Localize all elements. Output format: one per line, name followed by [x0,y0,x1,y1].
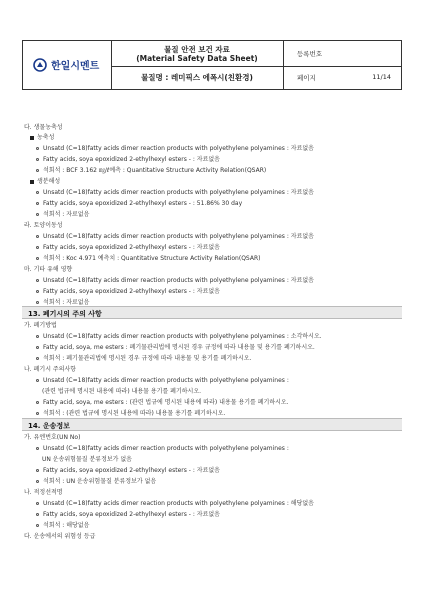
line-text: Unsatd (C=18)fatty acids dimer reaction products with polyethylene polyamines : 자료없음 [43,145,314,152]
text-line [36,500,314,508]
line-text: Unsatd (C=18)fatty acids dimer reaction products with polyethylene polyamines : [43,377,289,384]
line-text: 석회석 : 폐기물관리법에 명시된 경우 규정에 따라 내용물 및 용기를 폐기하시오. [43,355,252,362]
circle-bullet-icon [36,412,39,415]
text-line [36,156,220,164]
page-number: 11/14 [372,73,391,81]
circle-bullet-icon [36,502,39,505]
subsection-heading [24,434,80,442]
text-line [36,410,225,418]
text-line [36,344,315,352]
text-line [36,399,289,407]
company-logo [23,41,112,89]
text-line [36,145,314,153]
title-korean: 물질 안전 보건 자료 [164,45,230,54]
line-text: Unsatd (C=18)fatty acids dimer reaction products with polyethylene polyamines : 자료없음 [43,233,314,240]
circle-bullet-icon [36,401,39,404]
text-line [36,377,289,385]
line-text: Unsatd (C=18)fatty acids dimer reaction products with polyethylene polyamines : 자료없음 [43,189,314,196]
line-text: 석회석 : 자료없음 [43,299,90,306]
text-line [36,211,89,219]
line-text: 라. 토양이동성 [24,222,63,229]
page-label: 페이지 [297,74,316,82]
text-line [36,288,220,296]
title-english: (Material Safety Data Sheet) [136,54,258,63]
text-line [36,167,266,175]
text-line [36,333,322,341]
circle-bullet-icon [36,169,39,172]
line-text: (관련 법규에 명시된 내용에 따라) 내용물 용기를 폐기하시오. [42,388,202,395]
circle-bullet-icon [36,379,39,382]
circle-bullet-icon [36,147,39,150]
circle-bullet-icon [36,158,39,161]
section-heading [22,418,402,431]
circle-bullet-icon [36,191,39,194]
circle-bullet-icon [36,524,39,527]
subsection-heading [24,322,57,330]
circle-bullet-icon [36,246,39,249]
line-text: Unsatd (C=18)fatty acids dimer reaction products with polyethylene polyamines : 자료없음 [43,277,314,284]
line-text: 석회석 : (관련 법규에 명시된 내용에 따라) 내용물 용기를 폐기하시오. [43,410,226,417]
square-bullet-icon [30,136,34,140]
line-text: Fatty acids, soya epoxidized 2-ethylhexyl esters - : 51.86% 30 day [43,200,243,207]
line-text: 가. 유엔번호(UN No) [24,434,81,441]
header-info-block [283,41,401,89]
product-name: 물질명 : 레미픽스 에폭시(친환경) [141,73,253,82]
section-title: 13. 폐기시의 주의 사항 [28,310,102,318]
line-text: 농축성 [37,134,55,141]
circle-bullet-icon [36,202,39,205]
company-logo-icon [33,58,47,72]
section-title: 14. 운송정보 [28,422,70,430]
line-text: Unsatd (C=18)fatty acids dimer reaction products with polyethylene polyamines : 해당없음 [43,500,314,507]
text-line [30,178,60,186]
text-line [36,511,220,519]
circle-bullet-icon [36,469,39,472]
subsection-heading [24,266,72,274]
line-text: 마. 기타 유해 영향 [24,266,73,273]
text-line [42,456,132,464]
circle-bullet-icon [36,447,39,450]
line-text: Fatty acid, soya, me esters : (관련 법규에 명시된 내용에 따라) 내용물 용기를 폐기하시오. [43,399,289,406]
line-text: 가. 폐기방법 [24,322,57,329]
line-text: Fatty acids, soya epoxidized 2-ethylhexyl esters - : 자료없음 [43,467,220,474]
subsection-heading [24,366,76,374]
text-line [30,134,54,142]
text-line [36,233,314,241]
registration-number-label: 등록번호 [297,50,323,58]
text-line [36,467,220,475]
line-text: Fatty acids, soya epoxidized 2-ethylhexyl esters - : 자료없음 [43,511,220,518]
company-name: 한일시멘트 [51,61,100,72]
line-text: 나. 적정선적명 [24,489,63,496]
circle-bullet-icon [36,335,39,338]
line-text: Fatty acids, soya epoxidized 2-ethylhexyl esters - : 자료없음 [43,244,220,251]
text-line [36,189,314,197]
circle-bullet-icon [36,257,39,260]
subsection-heading [24,489,63,497]
line-text: 다. 운송에서의 위험성 등급 [24,533,96,540]
line-text: Fatty acid, soya, me esters : 폐기물관리법에 명시된 경우 규정에 따라 내용물 및 용기를 폐기하시오. [43,344,315,351]
text-line [36,445,289,453]
circle-bullet-icon [36,279,39,282]
line-text: 석회석 : BCF 3.162 ㎎/ℓ예측 : Quantitative Structure Activity Relation(QSAR) [43,167,267,174]
line-text: Unsatd (C=18)fatty acids dimer reaction products with polyethylene polyamines : 소각하시오. [43,333,322,340]
text-line [36,522,89,530]
text-line [36,299,89,307]
subsection-heading [24,222,63,230]
text-line [36,200,242,208]
line-text: 석회석 : UN 운송위험물질 분류정보가 없음 [43,478,157,485]
circle-bullet-icon [36,357,39,360]
circle-bullet-icon [36,301,39,304]
line-text: Unsatd (C=18)fatty acids dimer reaction products with polyethylene polyamines : [43,445,289,452]
subsection-heading [24,533,95,541]
square-bullet-icon [30,180,34,184]
text-line [36,244,220,252]
line-text: 석회석 : Koc 4.971 예측치 : Quantitative Structure Activity Relation(QSAR) [43,255,261,262]
line-text: Fatty acids, soya epoxidized 2-ethylhexyl esters - : 자료없음 [43,288,220,295]
circle-bullet-icon [36,346,39,349]
line-text: 나. 폐기시 주의사항 [24,366,77,373]
circle-bullet-icon [36,213,39,216]
line-text: Fatty acids, soya epoxidized 2-ethylhexyl esters - : 자료없음 [43,156,220,163]
circle-bullet-icon [36,513,39,516]
line-text: 생분해성 [37,178,61,185]
text-line [36,277,314,285]
line-text: 다. 생물농축성 [24,124,63,131]
line-text: 석회석 : 해당없음 [43,522,90,529]
circle-bullet-icon [36,235,39,238]
text-line [36,255,260,263]
header-title-block [111,41,284,89]
line-text: 석회석 : 자료없음 [43,211,90,218]
circle-bullet-icon [36,290,39,293]
text-line [42,388,201,396]
line-text: UN 운송위험물질 분류정보가 없음 [42,456,132,463]
circle-bullet-icon [36,480,39,483]
subsection-heading [24,124,63,132]
text-line [36,355,251,363]
text-line [36,478,156,486]
section-heading [22,306,402,319]
document-header [22,40,402,90]
